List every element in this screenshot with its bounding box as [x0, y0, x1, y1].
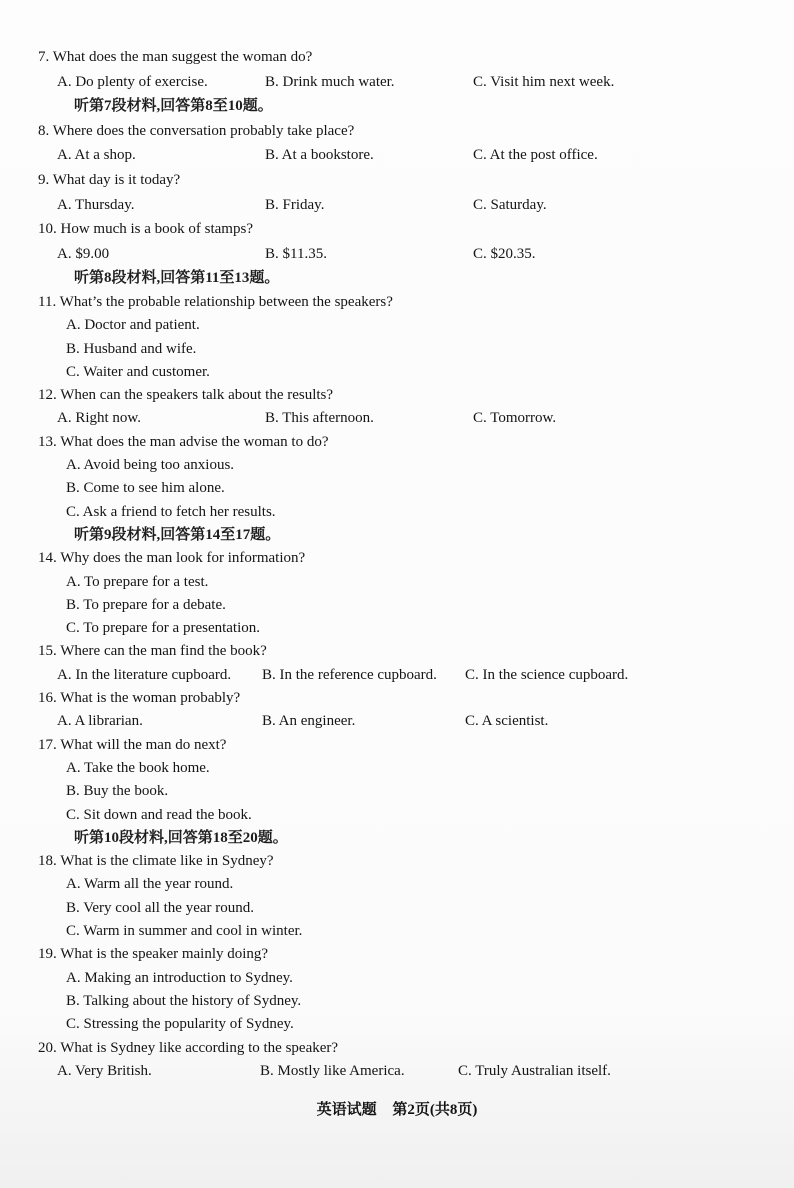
question-15-option-a: A. In the literature cupboard. [57, 666, 232, 683]
question-12-option-a: A. Right now. [57, 410, 142, 427]
question-14-stem: 14. Why does the man look for information? [38, 550, 306, 567]
question-8-option-b: B. At a bookstore. [265, 147, 374, 164]
question-17-option-b: B. Buy the book. [66, 783, 169, 800]
question-16-options [0, 710, 794, 733]
question-10-option-a: A. $9.00 [57, 245, 110, 262]
question-15-option-c: C. In the science cupboard. [465, 666, 629, 683]
question-7-option-a: A. Do plenty of exercise. [57, 73, 208, 90]
question-10-option-c: C. $20.35. [473, 245, 536, 262]
question-20-option-c: C. Truly Australian itself. [458, 1062, 611, 1079]
question-9-option-b: B. Friday. [265, 196, 325, 213]
questions-block-lower [0, 291, 794, 1083]
question-12-options [0, 407, 794, 430]
footer-subject: 英语试题 [316, 1102, 377, 1118]
question-13-option-b: B. Come to see him alone. [66, 480, 225, 497]
question-17-stem: 17. What will the man do next? [38, 736, 227, 753]
question-19-option-c: C. Stressing the popularity of Sydney. [66, 1016, 294, 1033]
question-16-option-c: C. A scientist. [465, 713, 549, 730]
question-9-stem: 9. What day is it today? [38, 171, 181, 188]
question-13-option-c: C. Ask a friend to fetch her results. [66, 503, 276, 520]
question-18-option-b: B. Very cool all the year round. [66, 899, 255, 916]
question-20-options [0, 1060, 794, 1083]
question-9-option-a: A. Thursday. [57, 196, 135, 213]
question-19-option-b: B. Talking about the history of Sydney. [66, 992, 302, 1009]
question-12-option-c: C. Tomorrow. [473, 410, 557, 427]
question-13-stem: 13. What does the man advise the woman to do? [38, 433, 329, 450]
question-8-option-a: A. At a shop. [57, 147, 136, 164]
question-14-option-c: C. To prepare for a presentation. [66, 620, 261, 637]
question-16-option-b: B. An engineer. [262, 713, 356, 730]
question-7-option-c: C. Visit him next week. [473, 73, 615, 90]
question-9-options [0, 193, 794, 218]
question-11-option-c: C. Waiter and customer. [66, 363, 210, 380]
question-15-option-b: B. In the reference cupboard. [262, 666, 437, 683]
question-16-option-a: A. A librarian. [57, 713, 143, 730]
question-9-option-c: C. Saturday. [473, 196, 547, 213]
question-10-stem: 10. How much is a book of stamps? [38, 221, 253, 238]
question-12-stem: 12. When can the speakers talk about the results? [38, 387, 334, 404]
question-12-option-b: B. This afternoon. [265, 410, 374, 427]
question-11-option-a: A. Doctor and patient. [66, 317, 200, 334]
question-19-stem: 19. What is the speaker mainly doing? [38, 946, 269, 963]
question-14-option-a: A. To prepare for a test. [66, 573, 209, 590]
question-17-option-c: C. Sit down and read the book. [66, 806, 252, 823]
question-20-option-a: A. Very British. [57, 1062, 152, 1079]
question-20-stem: 20. What is Sydney like according to the speaker? [38, 1039, 339, 1056]
question-16-stem: 16. What is the woman probably? [38, 690, 241, 707]
question-15-options [0, 664, 794, 687]
listening-instruction-passage-8: 听第8段材料,回答第11至13题。 [74, 270, 280, 287]
question-13-option-a: A. Avoid being too anxious. [66, 457, 235, 474]
page-footer [0, 1099, 794, 1121]
question-7-option-b: B. Drink much water. [265, 73, 395, 90]
listening-instruction-passage-9: 听第9段材料,回答第14至17题。 [74, 526, 281, 543]
question-11-option-b: B. Husband and wife. [66, 340, 197, 357]
question-17-option-a: A. Take the book home. [66, 759, 210, 776]
question-19-option-a: A. Making an introduction to Sydney. [66, 969, 293, 986]
questions-block-upper [0, 45, 794, 291]
footer-page-number: 第2页(共8页) [392, 1102, 478, 1118]
question-18-stem: 18. What is the climate like in Sydney? [38, 853, 274, 870]
listening-instruction-passage-10: 听第10段材料,回答第18至20题。 [74, 829, 288, 846]
listening-instruction-passage-7: 听第7段材料,回答第8至10题。 [74, 98, 273, 115]
question-10-option-b: B. $11.35. [265, 245, 327, 262]
question-7-stem: 7. What does the man suggest the woman do? [38, 49, 313, 65]
question-18-option-a: A. Warm all the year round. [66, 876, 234, 893]
question-15-stem: 15. Where can the man find the book? [38, 643, 267, 660]
question-20-option-b: B. Mostly like America. [260, 1062, 405, 1079]
question-8-stem: 8. Where does the conversation probably take place? [38, 122, 355, 139]
question-18-option-c: C. Warm in summer and cool in winter. [66, 923, 303, 940]
question-8-options [0, 143, 794, 168]
question-7-options [0, 70, 794, 95]
question-14-option-b: B. To prepare for a debate. [66, 596, 226, 613]
question-8-option-c: C. At the post office. [473, 147, 598, 164]
question-11-stem: 11. What’s the probable relationship between the speakers? [38, 294, 393, 310]
question-10-options [0, 242, 794, 267]
